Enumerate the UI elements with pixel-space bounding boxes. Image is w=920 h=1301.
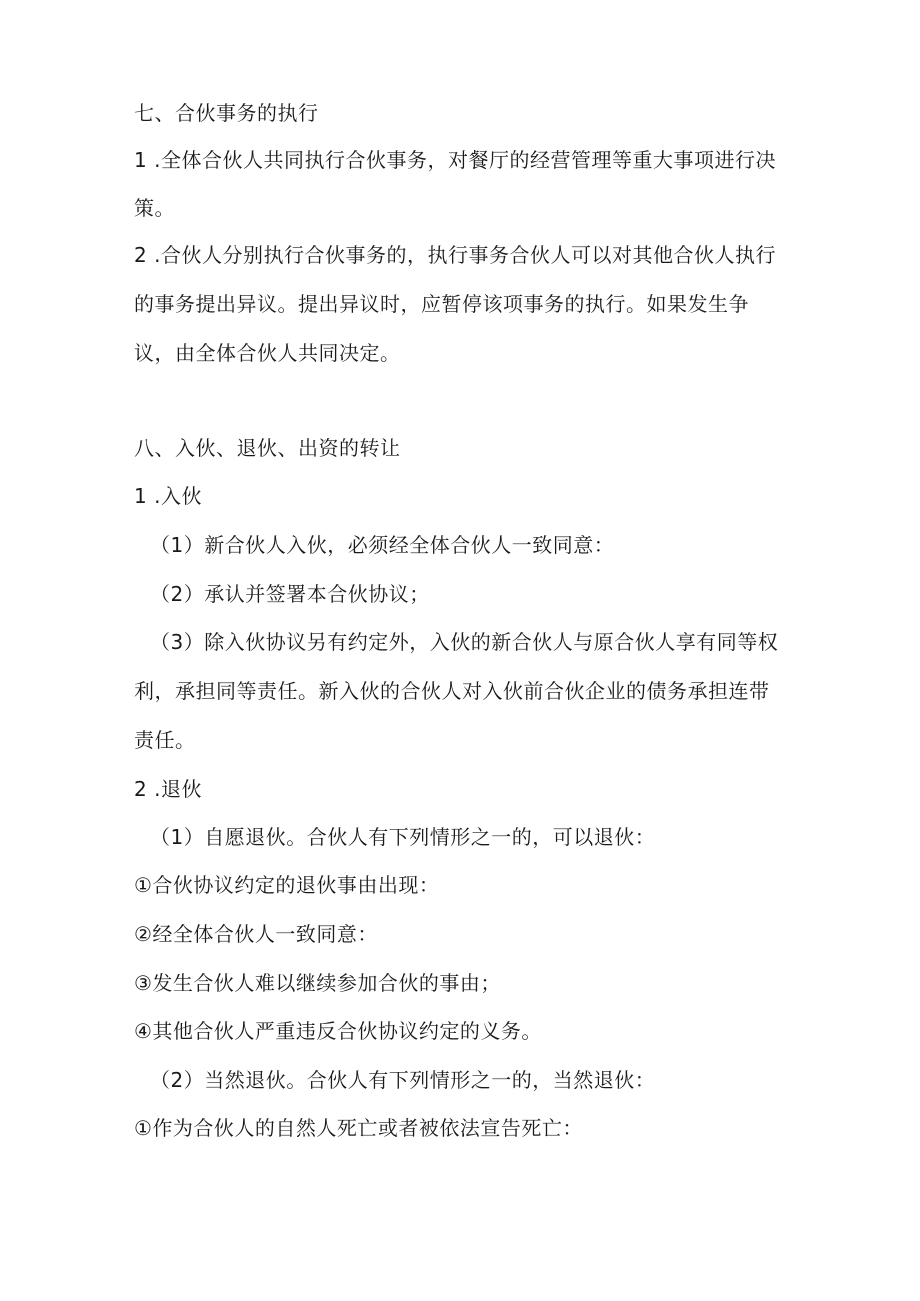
section-8-sub-2-paragraph-1: （1）自愿退伙。合伙人有下列情形之一的，可以退伙： bbox=[150, 825, 656, 849]
section-7-item-2-line-2: 的事务提出异议。提出异议时，应暂停该项事务的执行。如果发生争 bbox=[134, 292, 749, 316]
section-8-sub-2-paragraph-1-item-a: ①合伙协议约定的退伙事由出现： bbox=[134, 873, 440, 897]
section-8-sub-1-paragraph-1: （1）新合伙人入伙，必须经全体合伙人一致同意： bbox=[150, 533, 615, 557]
section-8-sub-2-paragraph-2: （2）当然退伙。合伙人有下列情形之一的，当然退伙： bbox=[150, 1068, 656, 1092]
section-8-sub-1-paragraph-3-line-1: （3）除入伙协议另有约定外，入伙的新合伙人与原合伙人享有同等权 bbox=[150, 630, 779, 654]
section-8-sub-1-title: 1 .入伙 bbox=[134, 484, 202, 508]
section-8-sub-1-paragraph-3-line-3: 责任。 bbox=[134, 728, 196, 752]
section-8-sub-2-paragraph-1-item-b: ②经全体合伙人一致同意： bbox=[134, 922, 378, 946]
section-8-heading: 八、入伙、退伙、出资的转让 bbox=[134, 436, 401, 460]
section-8-sub-2-paragraph-2-item-a: ①作为合伙人的自然人死亡或者被依法宣告死亡： bbox=[134, 1116, 583, 1140]
section-7-item-2-line-1: 2 .合伙人分别执行合伙事务的，执行事务合伙人可以对其他合伙人执行 bbox=[134, 243, 776, 267]
section-7-item-1-line-1: 1 .全体合伙人共同执行合伙事务，对餐厅的经营管理等重大事项进行决 bbox=[134, 148, 776, 172]
section-8-sub-2-paragraph-1-item-d: ④其他合伙人严重违反合伙协议约定的义务。 bbox=[134, 1019, 542, 1043]
section-7-item-2-line-3: 议，由全体合伙人共同决定。 bbox=[134, 341, 401, 365]
section-7-heading: 七、合伙事务的执行 bbox=[134, 101, 319, 125]
section-8-sub-1-paragraph-2: （2）承认并签署本合伙协议； bbox=[150, 582, 430, 606]
section-7-item-1-line-2: 策。 bbox=[134, 196, 175, 220]
section-8-sub-2-title: 2 .退伙 bbox=[134, 777, 202, 801]
section-8-sub-2-paragraph-1-item-c: ③发生合伙人难以继续参加合伙的事由； bbox=[134, 971, 501, 995]
section-8-sub-1-paragraph-3-line-2: 利，承担同等责任。新入伙的合伙人对入伙前合伙企业的债务承担连带 bbox=[134, 679, 770, 703]
